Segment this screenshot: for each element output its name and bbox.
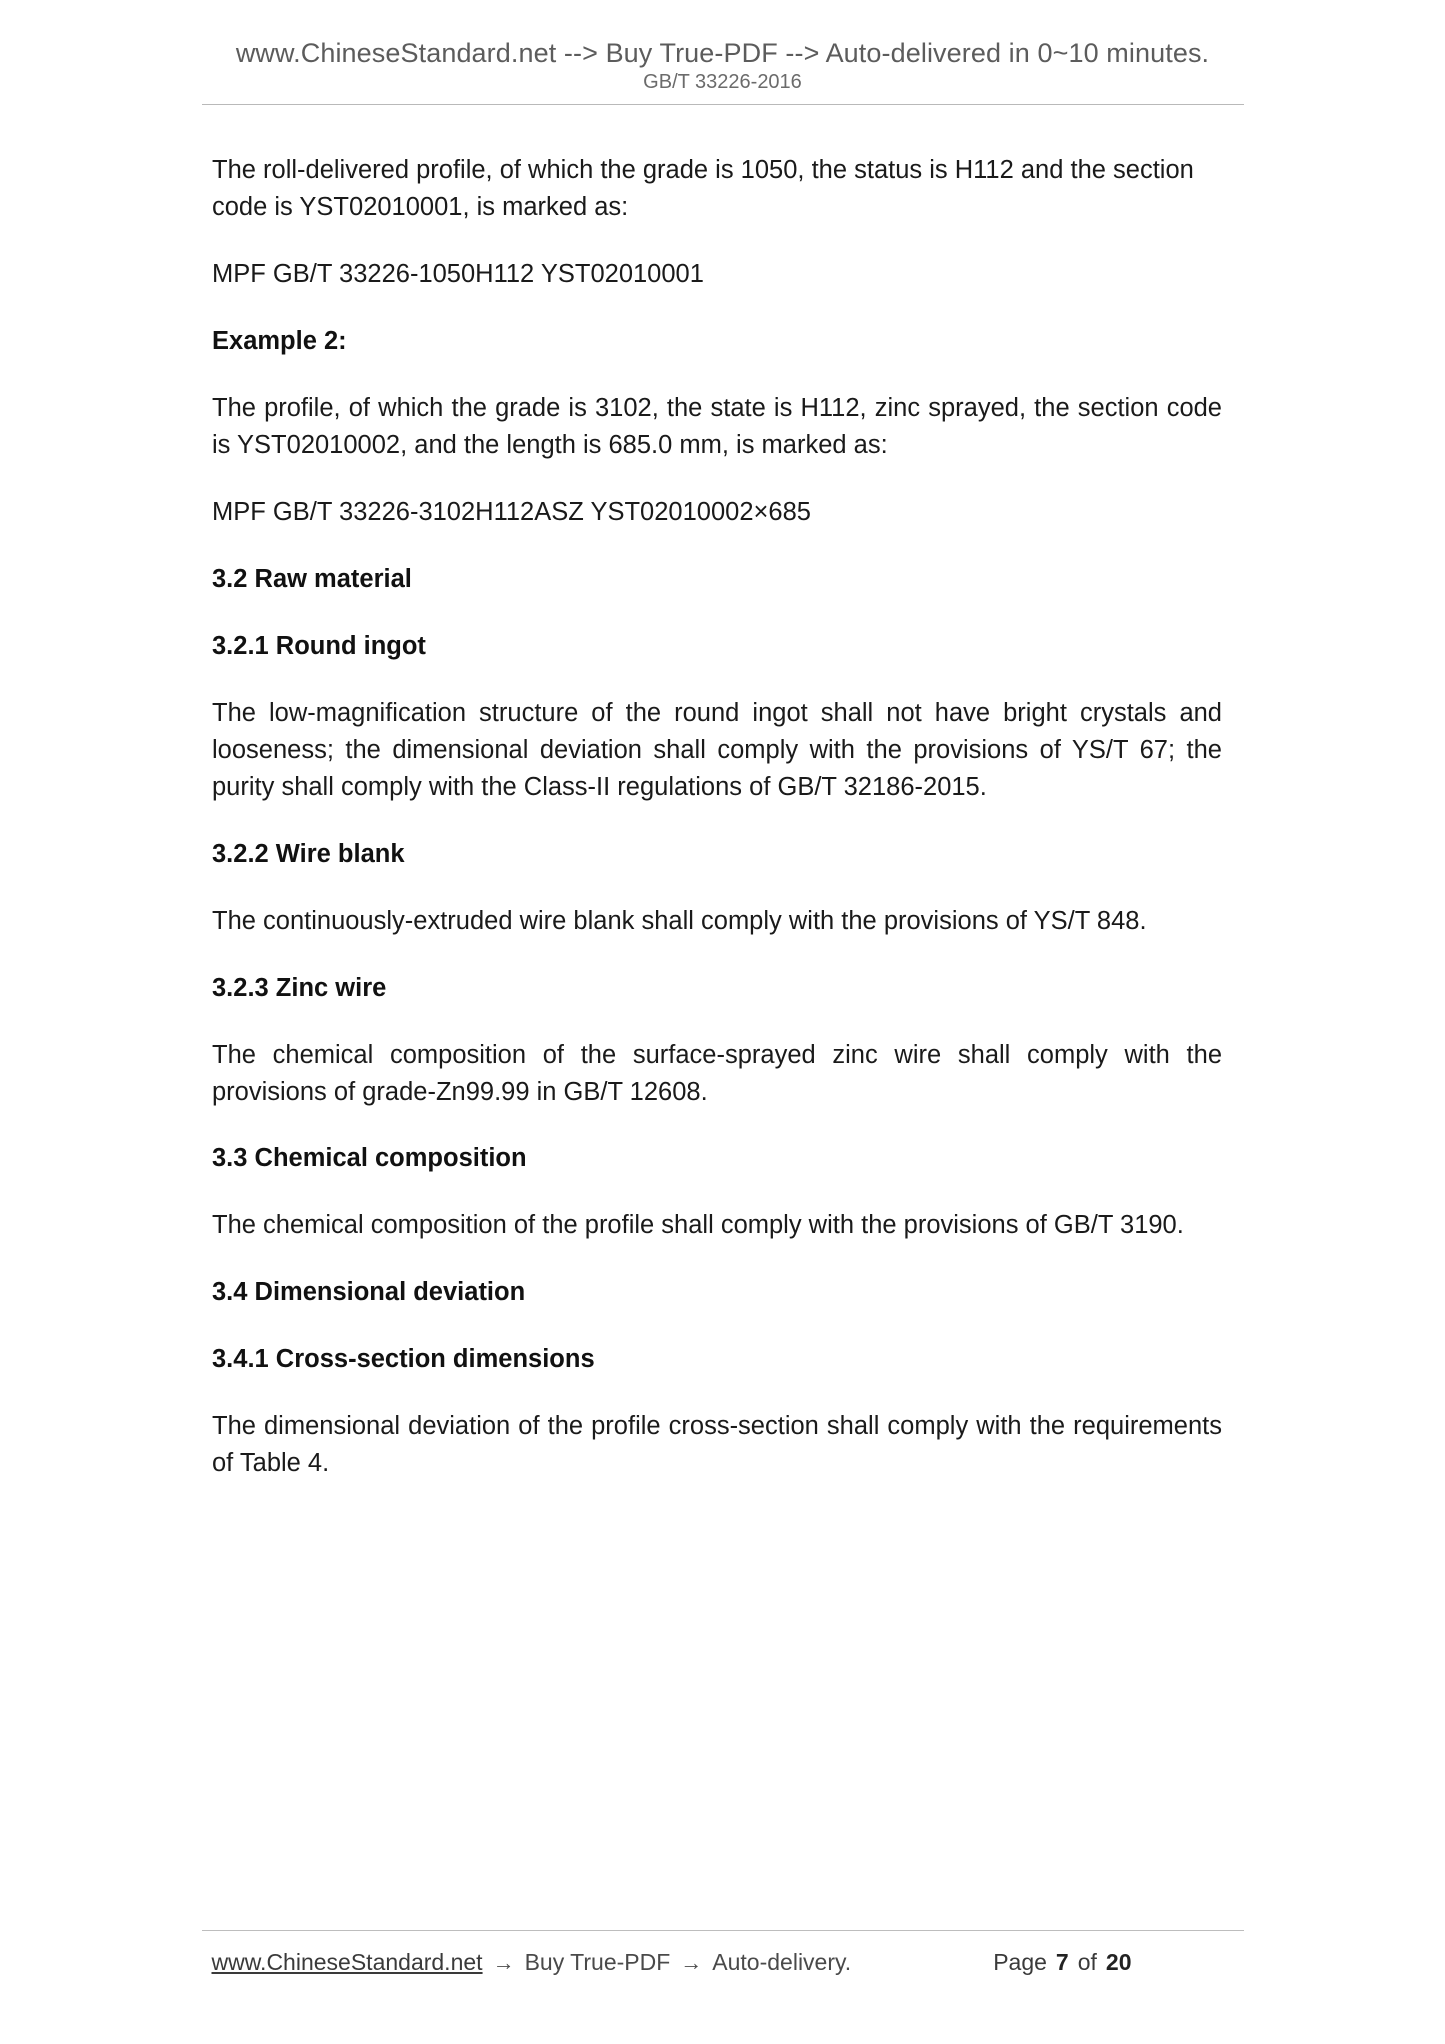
heading-3-2-2-wire-blank: 3.2.2 Wire blank <box>212 839 405 868</box>
heading-3-2-raw-material: 3.2 Raw material <box>212 564 412 593</box>
page-header <box>0 0 1445 105</box>
heading-3-4-dimensional-deviation: 3.4 Dimensional deviation <box>212 1278 526 1307</box>
footer-row <box>202 1949 1244 1976</box>
header-promo-text: www.ChineseStandard.net --> Buy True-PDF --> Auto-delivered in 0~10 minutes. <box>235 38 1210 68</box>
heading-3-2-3-zinc-wire: 3.2.3 Zinc wire <box>212 973 387 1002</box>
heading-3-2-1-round-ingot: 3.2.1 Round ingot <box>212 631 426 660</box>
heading-example-2: Example 2: <box>212 326 347 355</box>
paragraph-3-2-1: The low-magnification structure of the round ingot shall not have bright crystals and looseness; the dimensional deviation shall comply with the provisions of YS/T 67; the purity shall comply with the Class-II regulations of GB/T 32186-2015. <box>212 698 1222 801</box>
footer-site-link[interactable]: www.ChineseStandard.net <box>211 1949 483 1975</box>
total-pages: 20 <box>1105 1949 1132 1975</box>
page-number: 7 <box>1055 1949 1069 1975</box>
page-footer <box>0 1930 1445 1976</box>
footer-divider <box>202 1930 1244 1931</box>
page-indicator <box>993 1949 1131 1976</box>
footer-left-group <box>212 1949 852 1976</box>
of-label: of <box>1077 1949 1097 1975</box>
paragraph-3-2-3: The chemical composition of the surface-sprayed zinc wire shall comply with the provisions of grade-Zn99.99 in GB/T 12608. <box>212 1040 1222 1106</box>
marking-example-2: MPF GB/T 33226-3102H112ASZ YST02010002×685 <box>212 497 811 526</box>
document-content <box>212 152 1222 1512</box>
paragraph-roll-delivered-profile: The roll-delivered profile, of which the grade is 1050, the status is H112 and the section code is YST02010001, is marked as: <box>212 156 1194 221</box>
paragraph-3-4-1: The dimensional deviation of the profile cross-section shall comply with the requirements of Table 4. <box>212 1412 1222 1478</box>
footer-buy-label: Buy True-PDF <box>524 1949 671 1975</box>
heading-3-4-1-cross-section-dimensions: 3.4.1 Cross-section dimensions <box>212 1345 595 1374</box>
page-label: Page <box>993 1949 1047 1975</box>
arrow-right-icon-2: → <box>680 1950 703 1975</box>
paragraph-3-3: The chemical composition of the profile shall comply with the provisions of GB/T 3190. <box>212 1211 1184 1240</box>
footer-delivery-label: Auto-delivery. <box>712 1949 852 1975</box>
paragraph-example-2: The profile, of which the grade is 3102, the state is H112, zinc sprayed, the section code is YST02010002, and the length is 685.0 mm, is marked as: <box>212 393 1222 459</box>
marking-example-1: MPF GB/T 33226-1050H112 YST02010001 <box>212 259 704 288</box>
heading-3-3-chemical-composition: 3.3 Chemical composition <box>212 1144 527 1173</box>
paragraph-3-2-2: The continuously-extruded wire blank shall comply with the provisions of YS/T 848. <box>212 906 1147 935</box>
header-standard-code: GB/T 33226-2016 <box>643 71 802 93</box>
header-divider <box>202 104 1244 105</box>
arrow-right-icon: → <box>492 1950 515 1975</box>
